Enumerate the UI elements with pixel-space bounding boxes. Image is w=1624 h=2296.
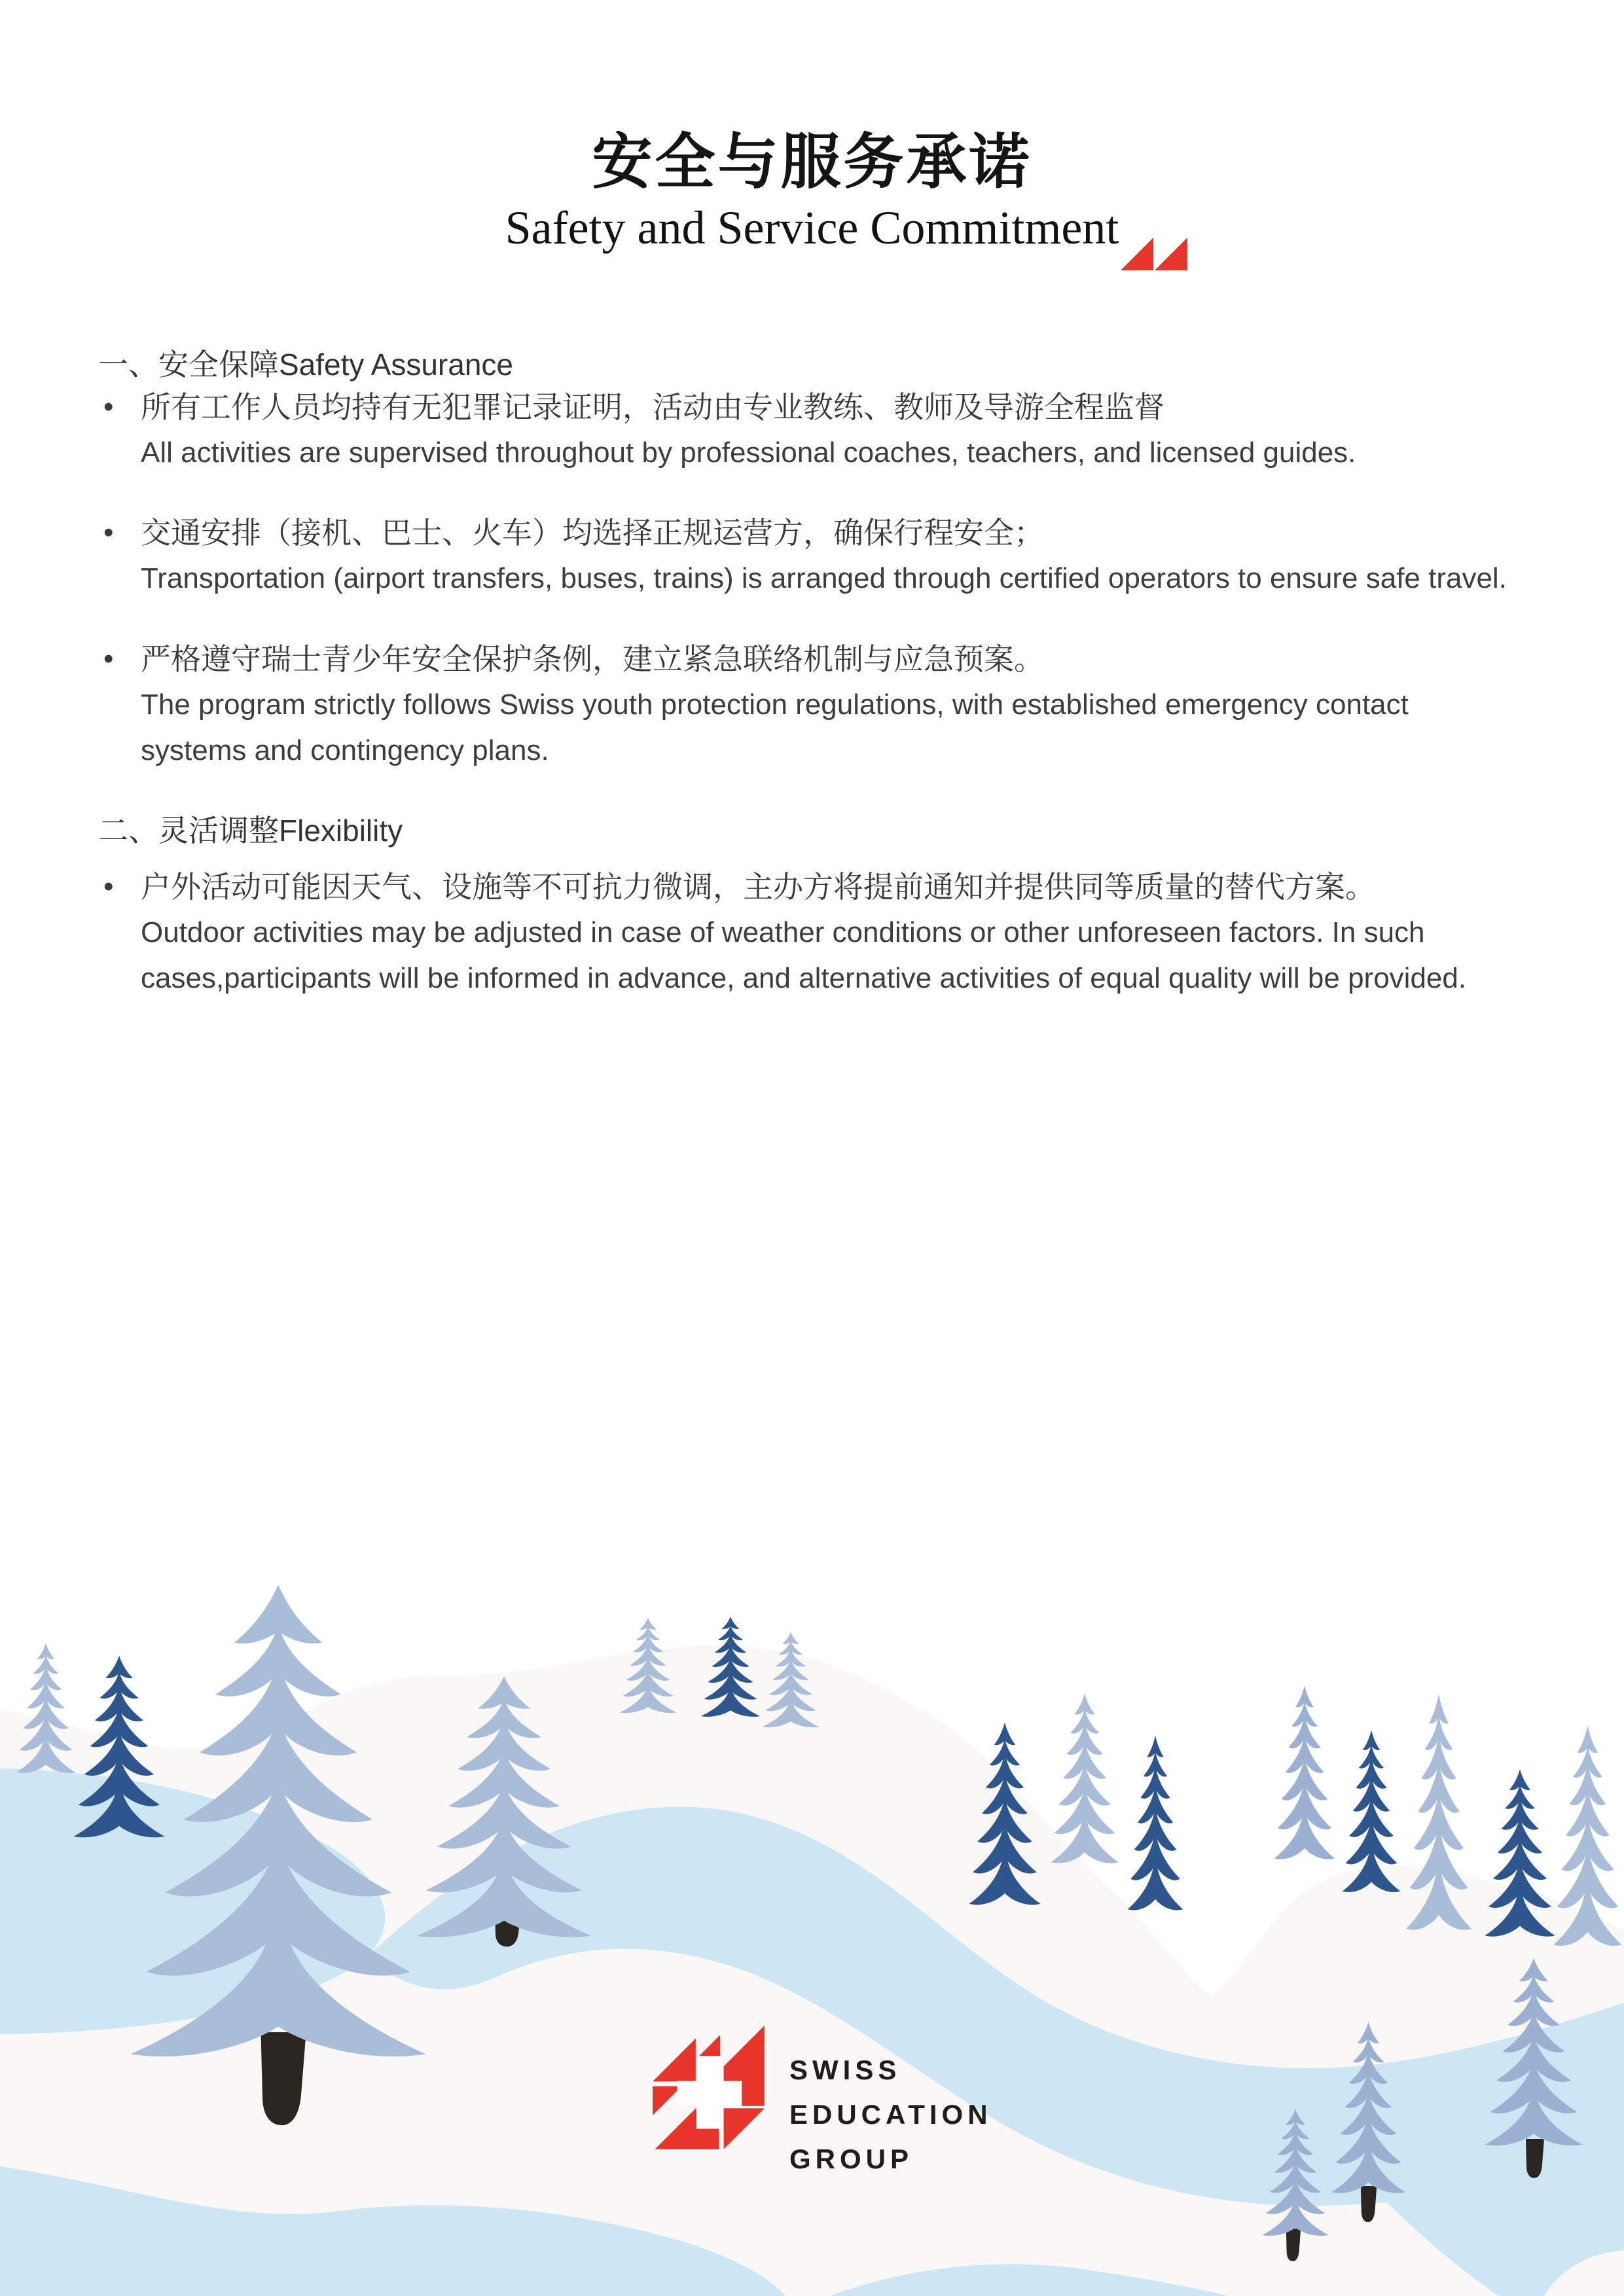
bullet-dot: • [103,870,114,903]
seg-logo-line: EDUCATION [789,2099,992,2130]
pine-tree-icon [1128,1735,1183,1910]
bullet-dot: • [103,643,114,675]
red-triangle-icon [1155,238,1187,270]
bullet-text-en: systems and contingency plans. [141,734,549,766]
bullet-item [98,510,1558,601]
page-title: 安全与服务承诺 [592,126,1032,197]
bullet-item [98,636,1558,774]
seg-logo-text [789,2048,992,2181]
bullet-item [98,864,1558,1001]
pine-tree-icon [1051,1693,1118,1863]
bullet-text-cn: 严格遵守瑞士青少年安全保护条例，建立紧急联络机制与应急预案。 [141,642,1044,676]
bullet-text-cn: 所有工作人员均持有无犯罪记录证明，活动由专业教练、教师及导游全程监督 [141,390,1164,424]
seg-logo-line: GROUP [789,2144,914,2174]
bullet-text-en: Outdoor activities may be adjusted in case of weather conditions or other unforeseen factors. In such [141,916,1425,948]
red-triangles-icon [1121,238,1189,270]
bullet-text-en: cases,participants will be informed in advance, and alternative activities of equal quality will be provided. [141,962,1467,994]
pine-tree-icon [1274,1685,1335,1859]
seg-logo-line: SWISS [789,2054,901,2085]
bullet-dot: • [103,516,114,548]
red-triangle-icon [1121,238,1153,270]
swiss-cross-icon [677,2081,742,2105]
seg-logo-mark-icon [653,2024,769,2153]
bullet-text-cn: 户外活动可能因天气、设施等不可抗力微调，主办方将提前通知并提供同等质量的替代方案。 [141,870,1375,904]
swiss-education-group-logo [653,2024,1019,2175]
bullet-text-cn: 交通安排（接机、巴士、火车）均选择正规运营方，确保行程安全； [141,516,1044,550]
bullet-text-en: Transportation (airport transfers, buses, trains) is arranged through certified operators to ensure safe travel. [141,562,1507,594]
winter-scene-illustration [0,1551,1624,2296]
bullet-item [98,384,1558,476]
bullet-dot: • [103,391,114,423]
bullet-text-en: The program strictly follows Swiss youth protection regulations, with established emergency contact [141,689,1409,721]
bullet-text-en: All activities are supervised throughout by professional coaches, teachers, and licensed guides. [141,437,1356,469]
section-heading-safety: 一、安全保障Safety Assurance [98,348,513,382]
section-heading-flexibility: 二、灵活调整Flexibility [98,814,403,848]
page-subtitle: Safety and Service Commitment [505,202,1119,254]
